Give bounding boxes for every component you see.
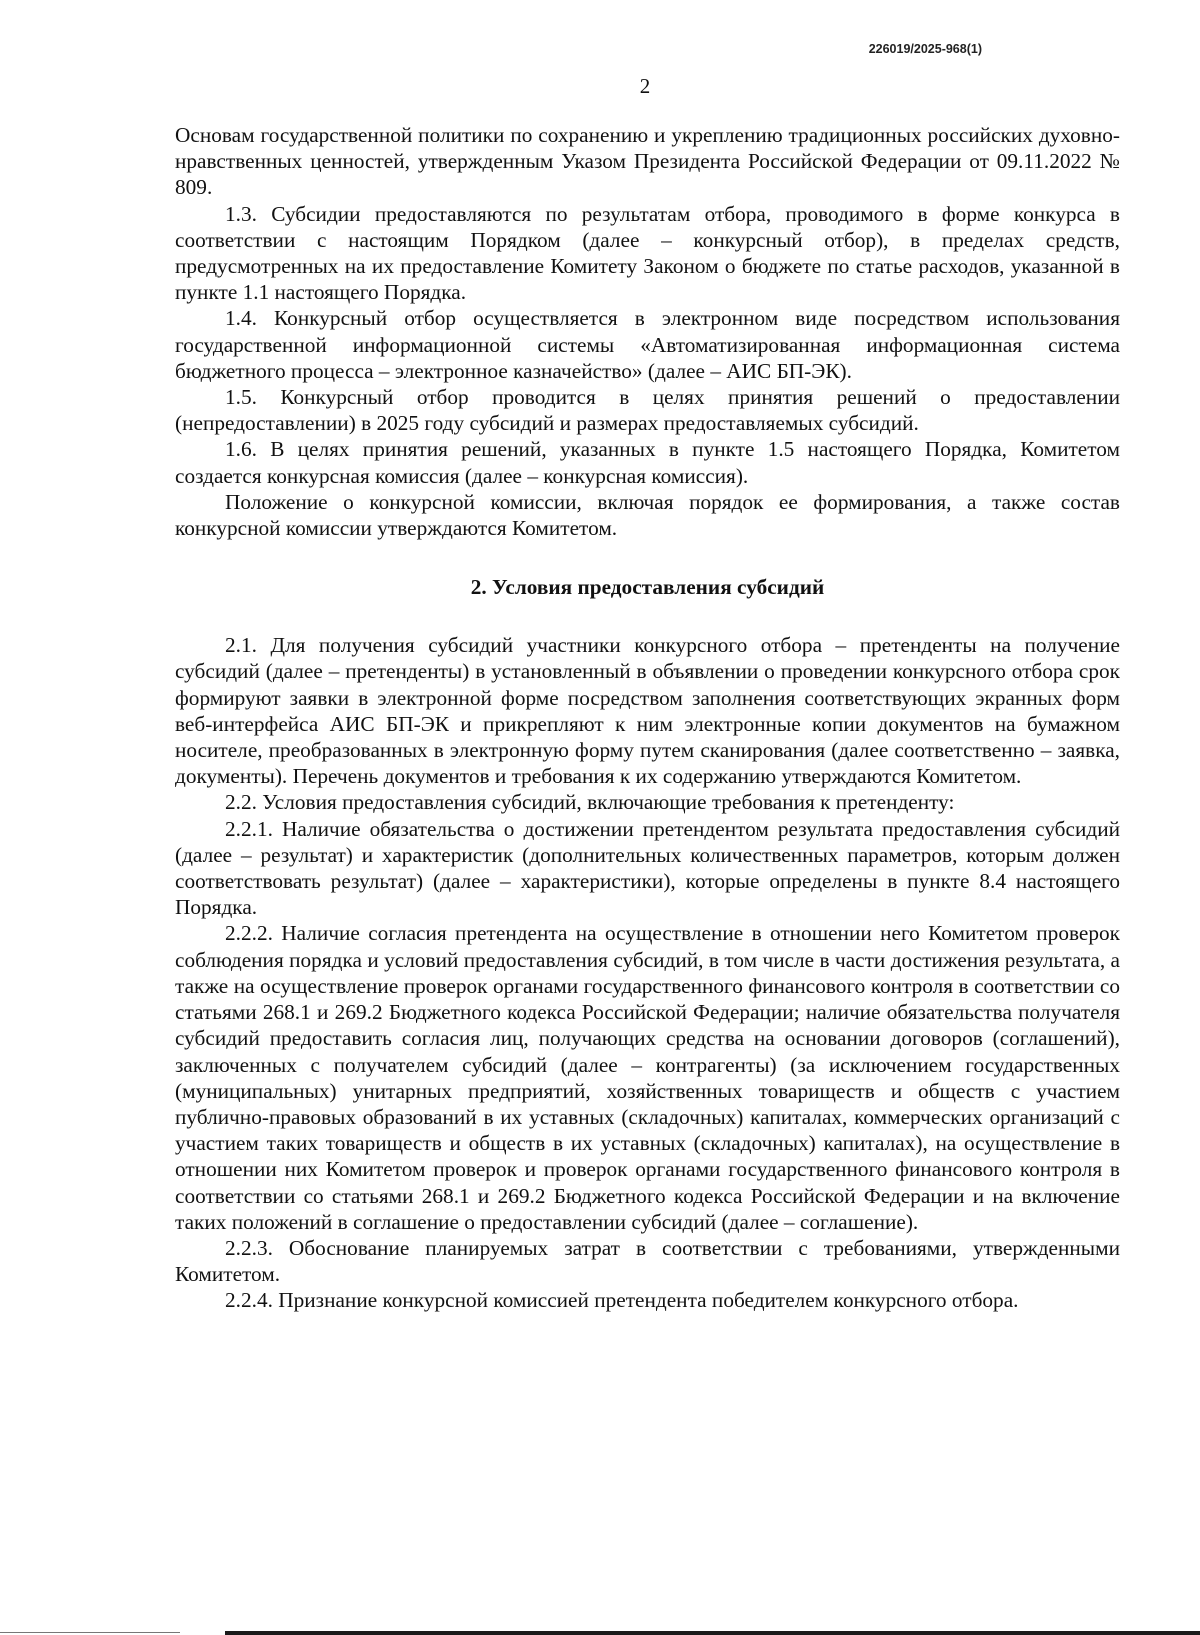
paragraph-continuation: Основам государственной политики по сохранению и укреплению традиционных российских духовно-нравственных ценностей, утвержденным Указом Президента Российской Федерации от 09.11.2022 № 809.: [175, 123, 1120, 200]
paragraph-1-5: 1.5. Конкурсный отбор проводится в целях принятия решений о предоставлении (непредоставлении) в 2025 году субсидий и размерах предоставляемых субсидий.: [175, 385, 1120, 436]
paragraph-commission: Положение о конкурсной комиссии, включая порядок ее формирования, а также состав конкурсной комиссии утверждаются Комитетом.: [175, 489, 1120, 541]
paragraph-2-1: 2.1. Для получения субсидий участники конкурсного отбора – претенденты на получение субсидий (далее – претенденты) в установленный в объявлении о проведении конкурсного отбора срок формируют заявки в электронной форме посредством заполнения соответствующих экранных форм веб-интерфейса АИС БП-ЭК и прикрепляют к ним электронные копии документов на бумажном носителе, преобразованных в электронную форму путем сканирования (далее соответственно – заявка, документы). Перечень документов и требования к их содержанию утверждаются Комитетом.: [175, 633, 1120, 789]
paragraph-2-2-3: 2.2.3. Обоснование планируемых затрат в соответствии с требованиями, утвержденными Комитетом.: [175, 1235, 1120, 1287]
paragraph-2-2-4: 2.2.4. Признание конкурсной комиссией претендента победителем конкурсного отбора.: [225, 1288, 1019, 1313]
paragraph-1-4: 1.4. Конкурсный отбор осуществляется в электронном виде посредством использования государственной информационной системы «Автоматизированная информационная система бюджетного процесса – электронное казначейство» (далее – АИС БП-ЭК).: [175, 306, 1120, 383]
paragraph-2-2-2: 2.2.2. Наличие согласия претендента на осуществление в отношении него Комитетом проверок соблюдения порядка и условий предоставления субсидий, в том числе в части достижения результата, а также на осуществление проверок органами государственного финансового контроля в соответствии со статьями 268.1 и 269.2 Бюджетного кодекса Российской Федерации; наличие обязательства получателя субсидий предоставить согласия лиц, получающих средства на основании договоров (соглашений), заключенных с получателем субсидий (далее – контрагенты) (за исключением государственных (муниципальных) унитарных предприятий, хозяйственных товариществ и обществ с участием публично-правовых образований в их уставных (складочных) капиталах, коммерческих организаций с участием таких товариществ и обществ в их уставных (складочных) капиталах), на осуществление в отношении них Комитетом проверок и проверок органами государственного финансового контроля в соответствии со статьями 268.1 и 269.2 Бюджетного кодекса Российской Федерации и на включение таких положений в соглашение о предоставлении субсидий (далее – соглашение).: [175, 921, 1120, 1234]
document-registration-number: 226019/2025-968(1): [868, 42, 982, 56]
paragraph-1-3: 1.3. Субсидии предоставляются по результатам отбора, проводимого в форме конкурса в соответствии с настоящим Порядком (далее – конкурсный отбор), в пределах средств, предусмотренных на их предоставление Комитету Законом о бюджете по статье расходов, указанной в пункте 1.1 настоящего Порядка.: [175, 201, 1120, 305]
paragraph-1-6: 1.6. В целях принятия решений, указанных в пункте 1.5 настоящего Порядка, Комитетом создается конкурсная комиссия (далее – конкурсная комиссия).: [175, 437, 1120, 488]
document-body: [175, 122, 1120, 1314]
section-2-heading: 2. Условия предоставления субсидий: [470, 575, 825, 600]
scan-edge-faint-line: [0, 1632, 180, 1633]
page-number: 2: [639, 74, 651, 98]
scan-edge-line: [225, 1631, 1200, 1635]
paragraph-2-2: 2.2. Условия предоставления субсидий, включающие требования к претенденту:: [225, 790, 955, 815]
paragraph-2-2-1: 2.2.1. Наличие обязательства о достижении претендентом результата предоставления субсидий (далее – результат) и характеристик (дополнительных количественных параметров, которым должен соответствовать результат) (далее – характеристики), которые определены в пункте 8.4 настоящего Порядка.: [175, 816, 1120, 920]
